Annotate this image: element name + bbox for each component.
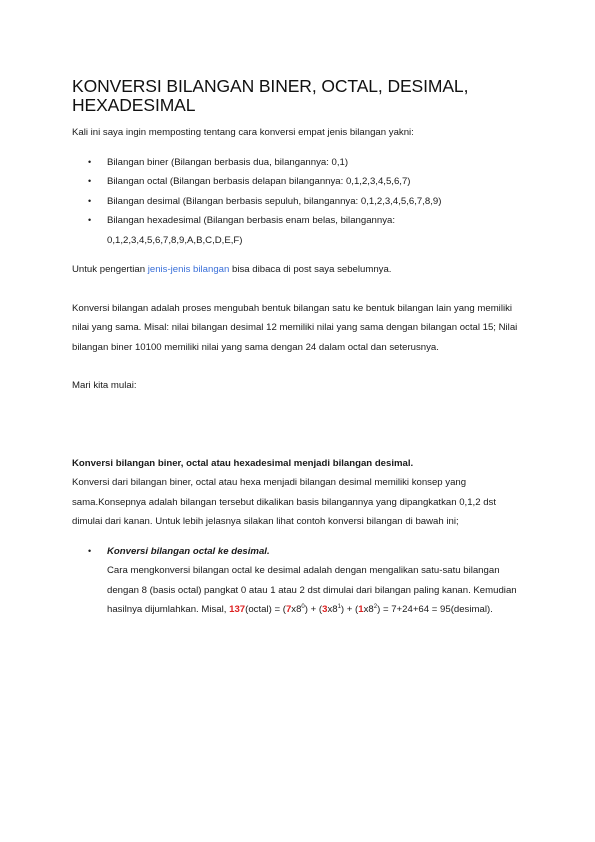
start-text: Mari kita mulai: xyxy=(72,380,137,391)
list-item: • Bilangan biner (Bilangan berbasis dua, bilangannya: 0,1) xyxy=(72,153,527,173)
section-heading: Konversi bilangan biner, octal atau hexadesimal menjadi bilangan desimal. xyxy=(72,457,414,469)
list-item: • Bilangan octal (Bilangan berbasis delapan bilangannya: 0,1,2,3,4,5,6,7) xyxy=(72,172,527,192)
number-types-list xyxy=(72,153,527,251)
page-title: KONVERSI BILANGAN BINER, OCTAL, DESIMAL, HEXADESIMAL xyxy=(72,76,469,115)
bullet-icon: • xyxy=(88,195,92,206)
list-item: • Bilangan hexadesimal (Bilangan berbasis enam belas, bilangannya: 0,1,2,3,4,5,6,7,8,9,A,B,C,D,E,F) xyxy=(72,211,527,250)
document-page xyxy=(72,77,527,620)
list-item xyxy=(72,542,527,620)
intro-text: Kali ini saya ingin memposting tentang cara konversi empat jenis bilangan yakni: xyxy=(72,127,414,138)
reference-paragraph: Untuk pengertian jenis-jenis bilangan bisa dibaca di post saya sebelumnya. xyxy=(72,264,392,275)
subsection-text: Cara mengkonversi bilangan octal ke desimal adalah dengan mengalikan satu-satu bilangan dengan 8 (basis octal) pangkat 0 atau 1 atau 2 dst dimulai dari bilangan paling kanan. Kemudian hasilnya dijumlahkan. Misal, 137(octal) = $(7x8^0) + (3x8^1) + (1x8^2) = 7+24+64$ = 95(desimal). xyxy=(107,565,517,615)
section-body: Konversi dari bilangan biner, octal atau hexa menjadi bilangan desimal memiliki konsep yang sama.Konsepnya adalah bilangan tersebut dikalikan basis bilangannya yang dipangkatkan 0,1,2 dst dimulai dari kanan. Untuk lebih jelasnya silakan lihat contoh konversi bilangan di bawah ini; xyxy=(72,477,497,527)
list-item: • Bilangan desimal (Bilangan berbasis sepuluh, bilangannya: 0,1,2,3,4,5,6,7,8,9) xyxy=(72,192,527,212)
jenis-bilangan-link[interactable]: jenis-jenis bilangan xyxy=(147,264,230,275)
bullet-icon: • xyxy=(88,545,92,556)
bullet-icon: • xyxy=(88,176,92,186)
bullet-icon: • xyxy=(88,215,92,225)
conversion-list xyxy=(72,542,527,620)
definition-paragraph: Konversi bilangan adalah proses mengubah bentuk bilangan satu ke bentuk bilangan lain yang memiliki nilai yang sama. Misal: nilai bilangan desimal 12 memiliki nilai yang sama dengan bilangan octal 15; Nilai bilangan biner 10100 memiliki nilai yang sama dengan 24 dalam octal dan seterusnya. xyxy=(72,302,518,353)
subsection-title: Konversi bilangan octal ke desimal. xyxy=(107,545,270,557)
bullet-icon: • xyxy=(88,156,92,167)
